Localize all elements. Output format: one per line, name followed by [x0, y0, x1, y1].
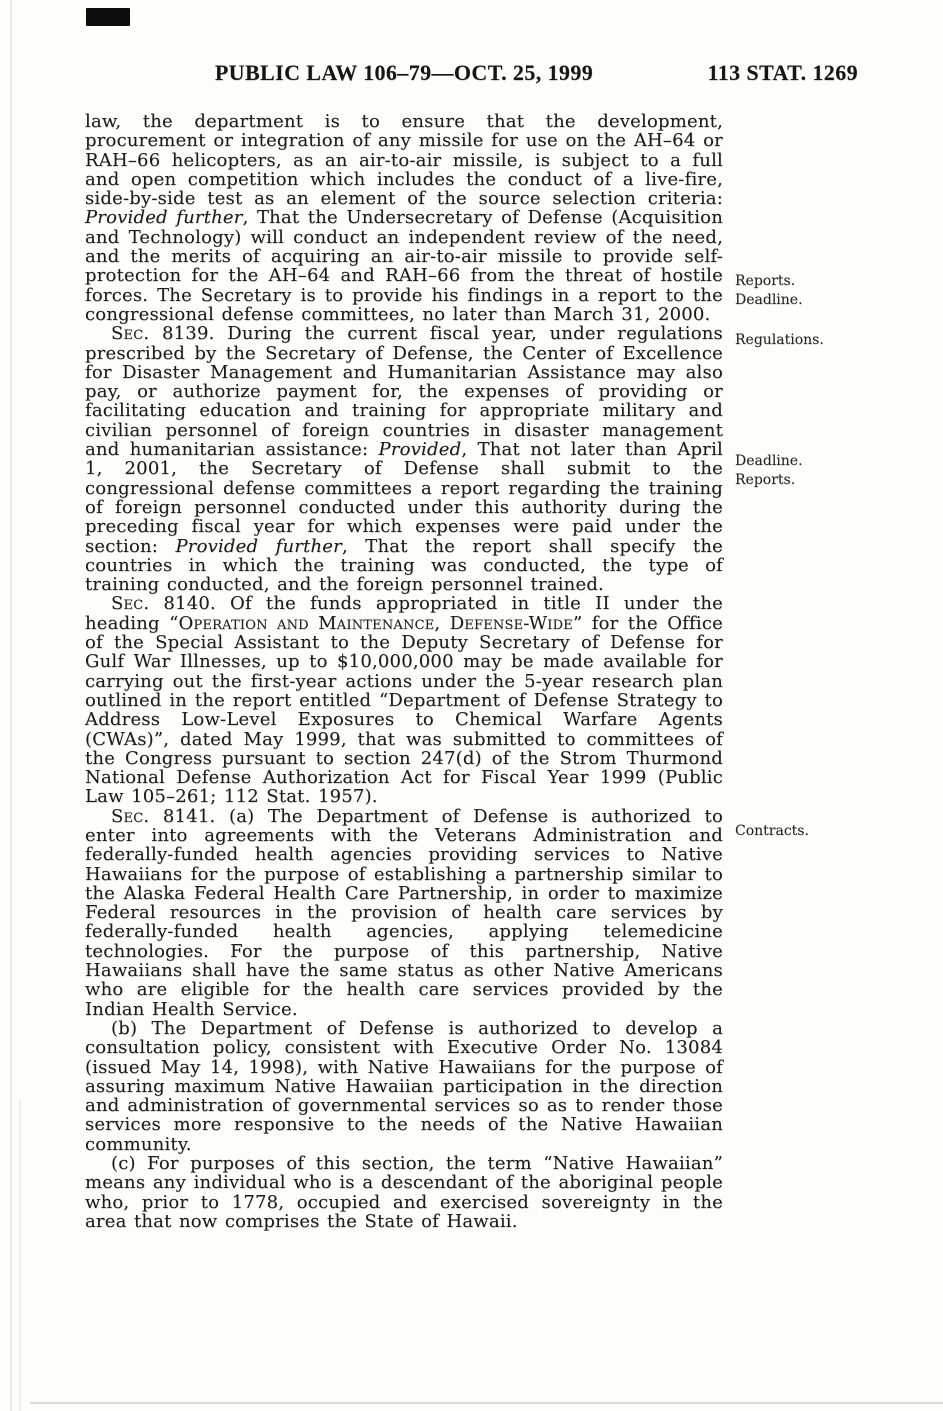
- text-segment: Sec.: [111, 323, 150, 345]
- text-segment: law, the department is to ensure that the development, procurement or integration of any missile for use on the AH–64 or RAH–66 helicopters, as an air-to-air missile, is subject to a full and open competition which includes the conduct of a live-fire, side-by-side test as an element of the source selection criteria:: [85, 111, 723, 210]
- text-segment: Sec.: [111, 593, 150, 615]
- margin-note-reports: Reports.: [735, 472, 796, 488]
- text-segment: Provided: [378, 439, 462, 461]
- running-head-law-citation: PUBLIC LAW 106–79—OCT. 25, 1999: [214, 60, 594, 85]
- margin-note-contracts: Contracts.: [735, 823, 809, 839]
- text-segment: 8139. During the current fiscal year, under regulations prescribed by the Secretary of Defense, the Center of Excellence for Disaster Management and Humanitarian Assistance may also pay, or authorize payment for, the expenses of providing or facilitating education and training for appropriate military and civilian personnel of foreign countries in disaster management and humanitarian assistance:: [85, 323, 723, 461]
- text-segment: 8141. (a) The Department of Defense is authorized to enter into agreements with the Veterans Administration and federally-funded health agencies providing services to Native Hawaiians for the purpose of establishing a partnership similar to the Alaska Federal Health Care Partnership, in order to maximize Federal resources in the provision of health care services by federally-funded health agencies, applying telemedicine technologies. For the purpose of this partnership, Native Hawaiians shall have the same status as other Native Americans who are eligible for the health care services provided by the Indian Health Service.: [85, 805, 723, 1020]
- margin-note-reports: Reports.: [735, 273, 796, 289]
- text-segment: Provided further: [175, 535, 342, 557]
- text-segment: (c) For purposes of this section, the term “Native Hawaiian” means any individual who is a descendant of the aboriginal people who, prior to 1778, occupied and exercised sovereignty in the area that now comprises the State of Hawaii.: [85, 1153, 723, 1232]
- text-segment: ” for the Office of the Special Assistant to the Deputy Secretary of Defense for Gulf War Illnesses, up to $10,000,000 may be made available for carrying out the first-year actions under the 5-year research plan outlined in the report entitled “Department of Defense Strategy to Address Low-Level Exposures to Chemical Warfare Agents (CWAs)”, dated May 1999, that was submitted to committees of the Congress pursuant to section 247(d) of the Strom Thurmond National Defense Authorization Act for Fiscal Year 1999 (Public Law 105–261; 112 Stat. 1957).: [85, 612, 723, 808]
- text-segment: 8140. Of the funds appropriated in title II under the heading “: [85, 593, 723, 634]
- running-head-stat-page-number: 113 STAT. 1269: [707, 60, 858, 85]
- text-segment: Sec.: [111, 805, 150, 827]
- text-segment: Operation and Maintenance, Defense-Wide: [178, 612, 573, 634]
- margin-note-deadline: Deadline.: [735, 292, 803, 308]
- text-segment: , That the Undersecretary of Defense (Acquisition and Technology) will conduct an independent review of the need, and the merits of acquiring an air-to-air missile to provide self-protection for the AH–64 and RAH–66 from the threat of hostile forces. The Secretary is to provide his findings in a report to the congressional defense committees, no later than March 31, 2000.: [85, 207, 724, 325]
- text-segment: (b) The Department of Defense is authorized to develop a consultation policy, consistent with Executive Order No. 13084 (issued May 14, 1998), with Native Hawaiians for the purpose of assuring maximum Native Hawaiian participation in the direction and administration of governmental services so as to render those services more responsive to the needs of the Native Hawaiian community.: [85, 1017, 723, 1155]
- text-segment: Provided further: [85, 207, 243, 229]
- text-segment: , That not later than April 1, 2001, the Secretary of Defense shall submit to the congressional defense committees a report regarding the training of foreign personnel conducted under this authority during the preceding fiscal year for which expenses were paid under the section:: [85, 439, 723, 557]
- margin-note-regulations: Regulations.: [735, 332, 824, 348]
- margin-note-deadline: Deadline.: [735, 453, 803, 469]
- text-segment: , That the report shall specify the countries in which the training was conducted, the type of training conducted, and the foreign personnel trained.: [85, 535, 723, 596]
